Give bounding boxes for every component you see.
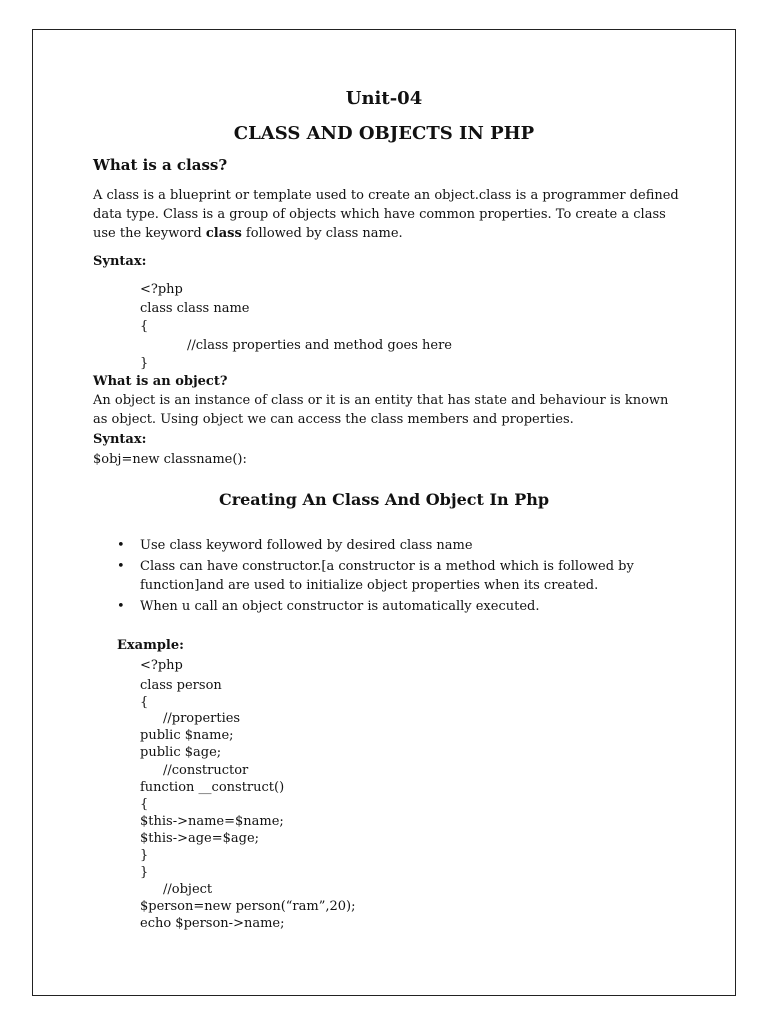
code-line: $this->age=$age; — [140, 831, 260, 846]
bullet-icon: • — [117, 559, 125, 574]
class-syntax-label: Syntax: — [93, 254, 147, 269]
object-syntax-code: $obj=new classname(): — [93, 452, 247, 467]
code-line: { — [140, 797, 149, 812]
creating-heading: Creating An Class And Object In Php — [218, 490, 550, 509]
para-text: followed by class name. — [241, 226, 403, 241]
bullet-icon: • — [117, 599, 125, 614]
code-line: { — [140, 319, 149, 334]
code-line: function __construct() — [140, 780, 285, 795]
code-line: public $name; — [140, 728, 234, 743]
bullet-item-continuation: function]and are used to initialize object properties when its created. — [140, 578, 599, 593]
code-line: $person=new person(“ram”,20); — [140, 899, 356, 914]
code-line: <?php — [140, 282, 183, 297]
main-title: CLASS AND OBJECTS IN PHP — [233, 123, 535, 144]
code-line: } — [140, 865, 149, 880]
code-line: public $age; — [140, 745, 222, 760]
code-line: //class properties and method goes here — [187, 338, 452, 353]
code-line: class class name — [140, 301, 250, 316]
unit-title: Unit-04 — [345, 88, 423, 109]
code-line: //object — [163, 882, 213, 897]
code-line: } — [140, 356, 149, 371]
code-line: //properties — [163, 711, 241, 726]
object-para-line-1: An object is an instance of class or it is an entity that has state and behaviour is known — [93, 393, 669, 408]
bullet-icon: • — [117, 538, 125, 553]
code-line: $this->name=$name; — [140, 814, 284, 829]
object-heading: What is an object? — [93, 374, 228, 389]
bullet-item: Use class keyword followed by desired class name — [140, 538, 473, 553]
object-syntax-label: Syntax: — [93, 432, 147, 447]
bullet-item: When u call an object constructor is automatically executed. — [140, 599, 540, 614]
code-line: //constructor — [163, 763, 249, 778]
code-line: { — [140, 695, 149, 710]
class-keyword: class — [205, 226, 242, 241]
page-border — [32, 29, 736, 996]
code-line: class person — [140, 678, 222, 693]
code-line: <?php — [140, 658, 183, 673]
class-heading: What is a class? — [93, 156, 228, 174]
class-para-line-2: data type. Class is a group of objects which have common properties. To create a class — [93, 207, 666, 222]
para-text: use the keyword — [93, 226, 206, 241]
example-label: Example: — [117, 638, 184, 653]
code-line: echo $person->name; — [140, 916, 285, 931]
class-para-line-1: A class is a blueprint or template used to create an object.class is a programmer defined — [93, 188, 679, 203]
object-para-line-2: as object. Using object we can access the class members and properties. — [93, 412, 574, 427]
code-line: } — [140, 848, 149, 863]
class-para-line-3 — [93, 227, 403, 240]
bullet-item: Class can have constructor.[a constructor is a method which is followed by — [140, 559, 634, 574]
